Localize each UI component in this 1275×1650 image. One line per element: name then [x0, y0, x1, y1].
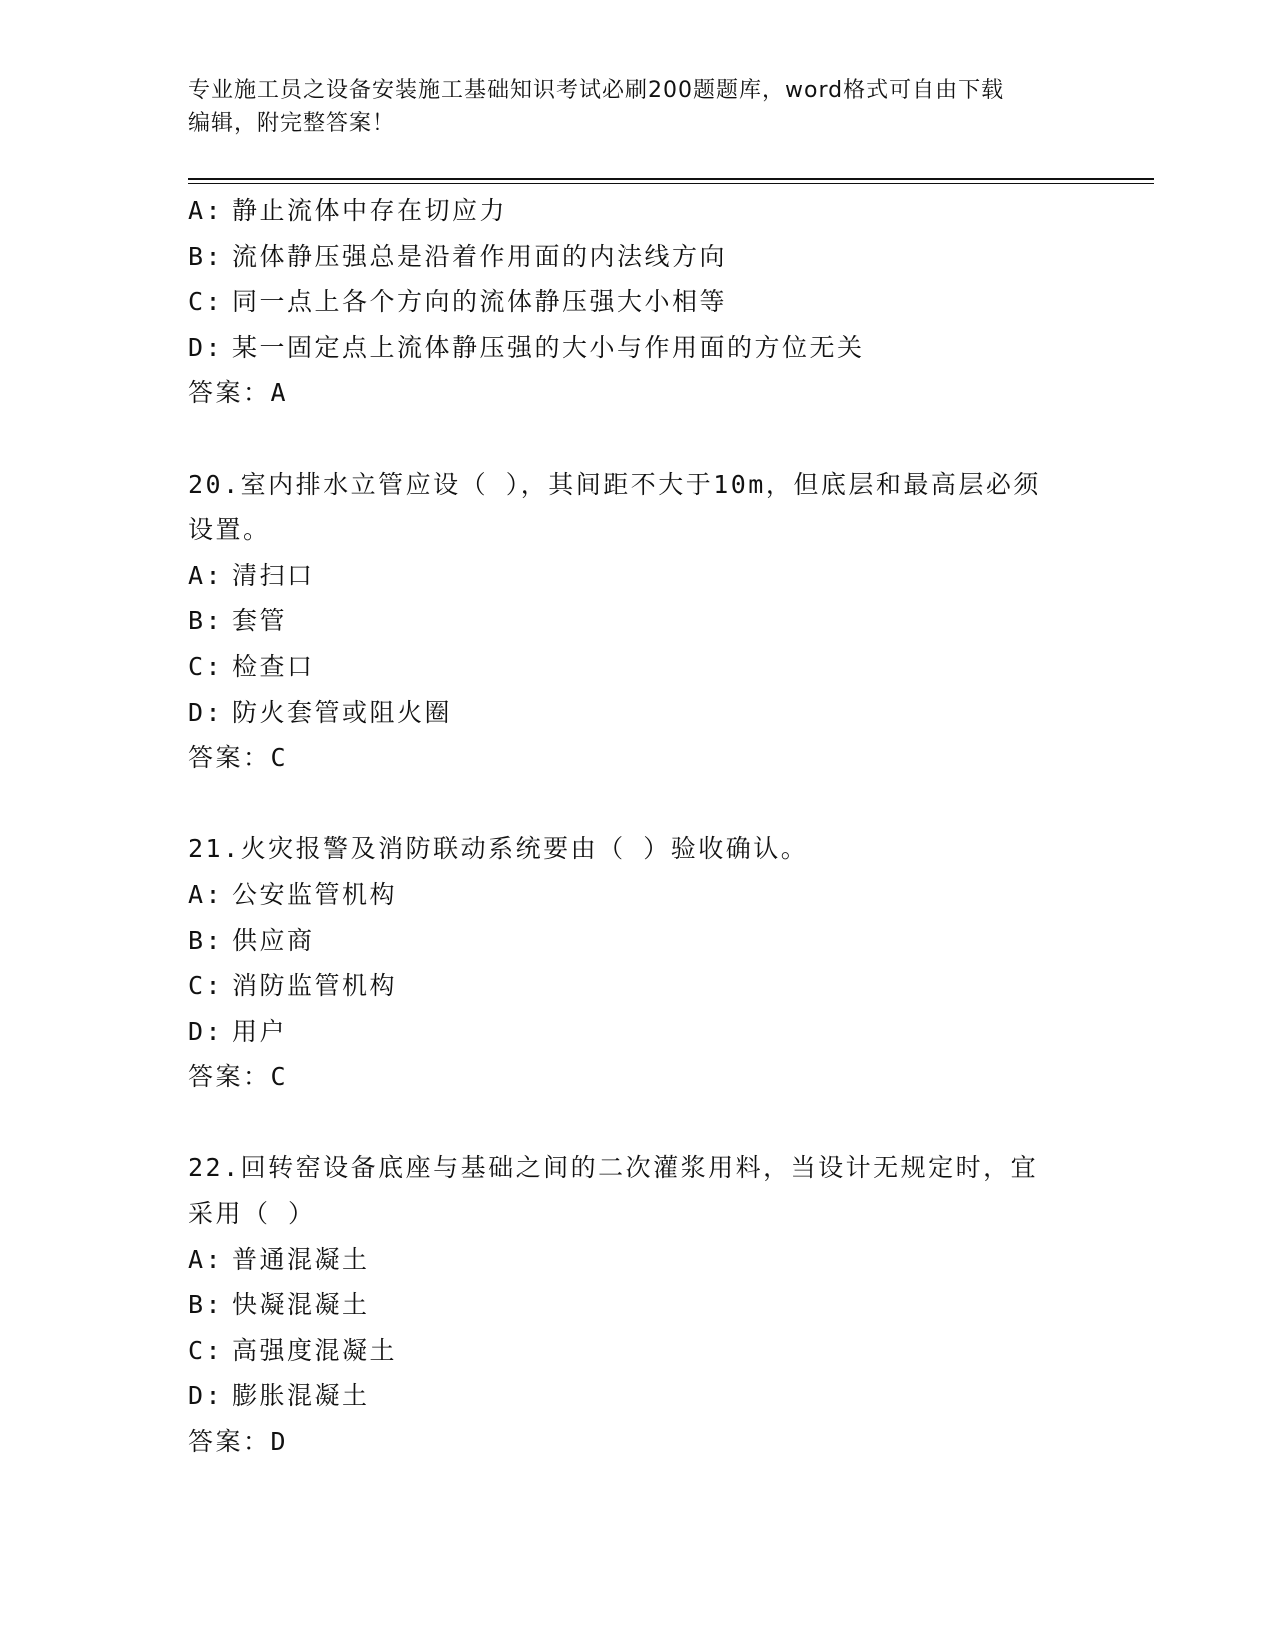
option-b	[188, 918, 1128, 964]
option-text: 消防监管机构	[232, 971, 398, 1001]
answer-label: 答案：	[188, 743, 271, 773]
option-d	[188, 690, 1128, 736]
block-spacer	[188, 781, 1128, 827]
question-block-21	[188, 826, 1128, 1100]
option-letter: B:	[188, 241, 224, 271]
option-b	[188, 1282, 1128, 1328]
option-c	[188, 963, 1128, 1009]
option-c	[188, 644, 1128, 690]
question-text-line-1: 22.回转窑设备底座与基础之间的二次灌浆用料，当设计无规定时，宜	[188, 1153, 1039, 1183]
answer-line	[188, 735, 1128, 781]
question-text-line-2: 设置。	[188, 515, 271, 545]
option-letter: A:	[188, 560, 224, 590]
option-b	[188, 598, 1128, 644]
option-d	[188, 1373, 1128, 1419]
answer-value: C	[270, 1062, 289, 1092]
option-text: 静止流体中存在切应力	[232, 196, 508, 225]
option-a	[188, 553, 1128, 599]
header-divider-thick	[188, 178, 1154, 180]
option-text: 套管	[232, 606, 288, 636]
option-letter: D:	[188, 1381, 224, 1411]
header-title-line-2: 编辑，附完整答案！	[188, 111, 396, 136]
question-text-line-2: 采用（ ）	[188, 1199, 316, 1229]
option-a	[188, 188, 1128, 234]
header-divider-thin	[188, 183, 1154, 184]
question-block-20	[188, 462, 1128, 781]
option-text: 快凝混凝土	[232, 1290, 370, 1320]
option-text: 供应商	[232, 925, 315, 955]
option-text: 检查口	[232, 651, 315, 681]
option-letter: B:	[188, 925, 224, 955]
answer-value: D	[270, 1427, 289, 1457]
option-text: 清扫口	[232, 560, 315, 590]
header-title-line-1: 专业施工员之设备安装施工基础知识考试必刷200题题库，word格式可自由下载	[188, 78, 1005, 103]
option-letter: D:	[188, 332, 224, 362]
option-letter: B:	[188, 606, 224, 636]
option-text: 防火套管或阻火圈	[232, 697, 453, 727]
option-text: 用户	[232, 1016, 288, 1046]
option-text: 同一点上各个方向的流体静压强大小相等	[232, 287, 728, 317]
block-spacer	[188, 1100, 1128, 1146]
option-text: 某一固定点上流体静压强的大小与作用面的方位无关	[232, 332, 865, 362]
option-text: 高强度混凝土	[232, 1335, 398, 1365]
block-spacer	[188, 416, 1128, 462]
option-text: 公安监管机构	[232, 879, 398, 909]
answer-line	[188, 1054, 1128, 1100]
option-text: 膨胀混凝土	[232, 1381, 370, 1411]
option-letter: A:	[188, 196, 224, 225]
answer-value: A	[270, 378, 289, 408]
option-d	[188, 1009, 1128, 1055]
option-d	[188, 325, 1128, 371]
option-letter: A:	[188, 879, 224, 909]
option-letter: D:	[188, 1016, 224, 1046]
option-b	[188, 234, 1128, 280]
option-letter: C:	[188, 1335, 224, 1365]
option-a	[188, 1237, 1128, 1283]
option-text: 普通混凝土	[232, 1244, 370, 1274]
answer-label: 答案：	[188, 1062, 271, 1092]
option-text: 流体静压强总是沿着作用面的内法线方向	[232, 241, 728, 271]
option-letter: A:	[188, 1244, 224, 1274]
option-c	[188, 279, 1128, 325]
option-letter: C:	[188, 287, 224, 317]
option-c	[188, 1328, 1128, 1374]
answer-label: 答案：	[188, 378, 271, 408]
question-text-line-1: 20.室内排水立管应设（ ），其间距不大于10m，但底层和最高层必须	[188, 469, 1041, 499]
question-block-22	[188, 1145, 1128, 1464]
answer-label: 答案：	[188, 1427, 271, 1457]
question-list	[188, 188, 1128, 1465]
option-a	[188, 872, 1128, 918]
option-letter: D:	[188, 697, 224, 727]
question-block-19	[188, 188, 1128, 416]
option-letter: C:	[188, 651, 224, 681]
option-letter: C:	[188, 971, 224, 1001]
question-text-line-1: 21.火灾报警及消防联动系统要由（ ）验收确认。	[188, 834, 809, 864]
answer-line	[188, 1419, 1128, 1465]
answer-line	[188, 370, 1128, 416]
answer-value: C	[270, 743, 289, 773]
document-header	[188, 74, 1088, 140]
option-letter: B:	[188, 1290, 224, 1320]
